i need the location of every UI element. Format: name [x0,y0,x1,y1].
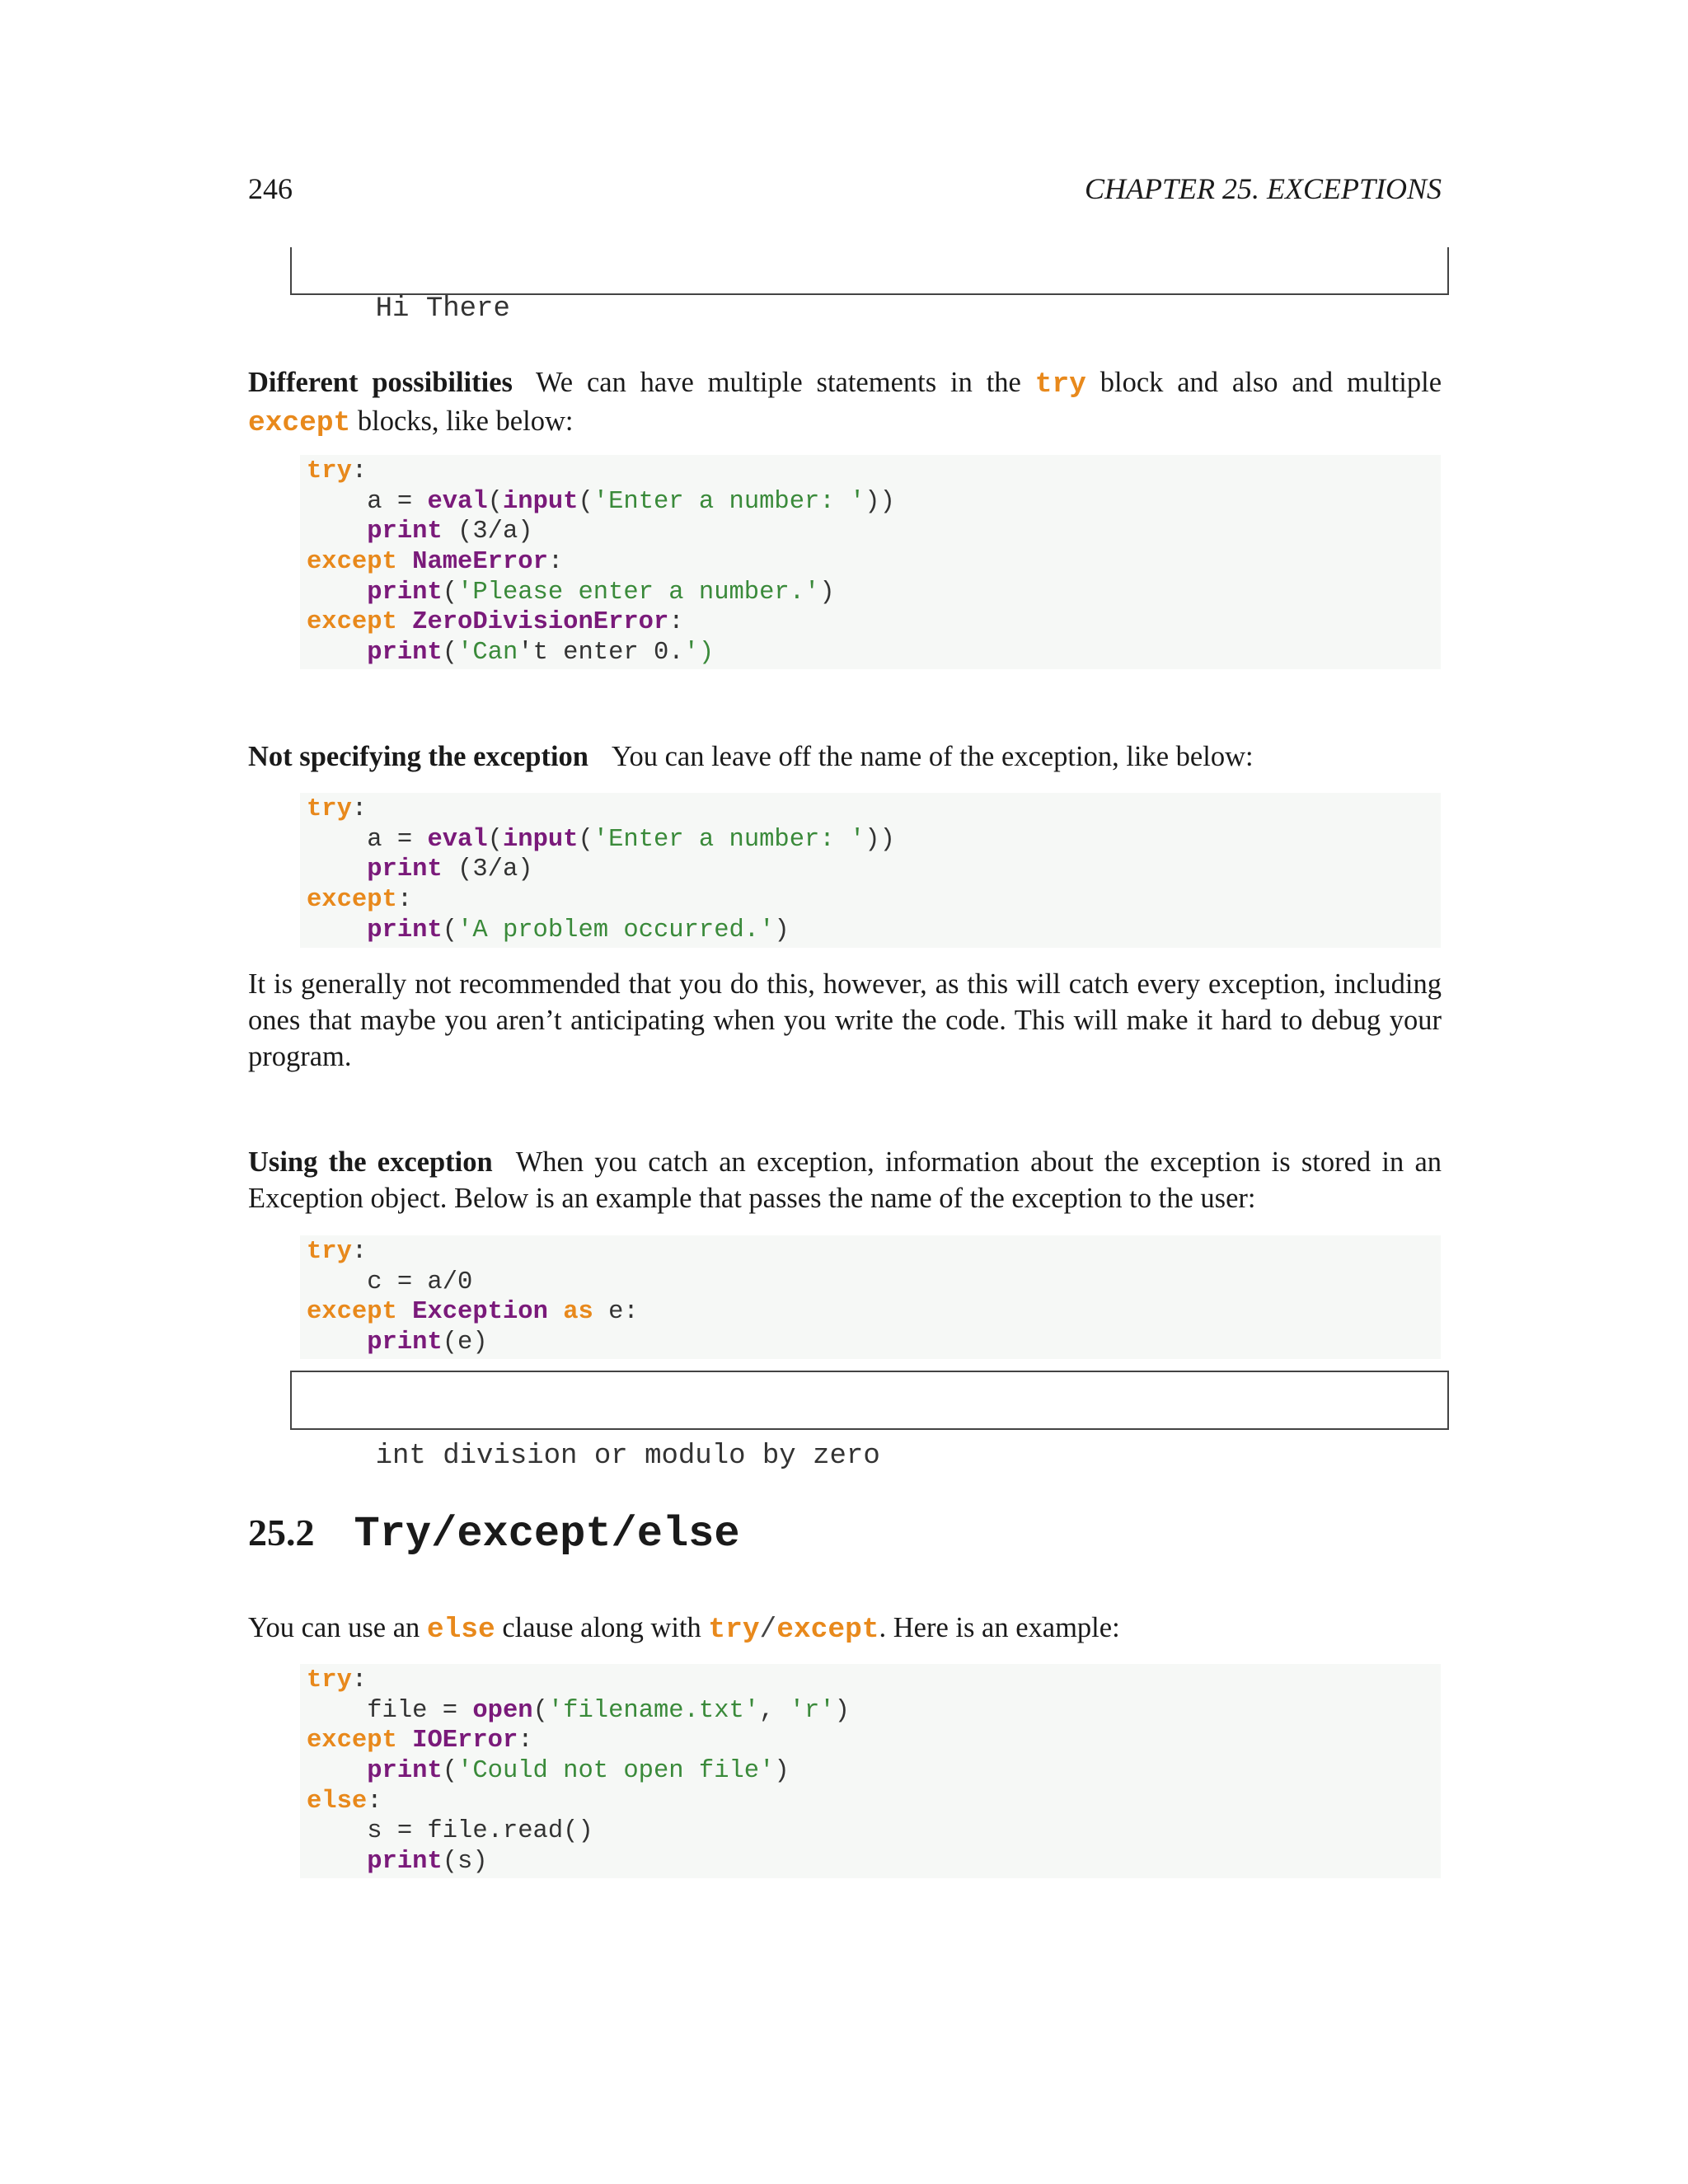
code-text [307,518,367,546]
code-block-using-exception [300,1235,1441,1359]
paragraph-using-exception [248,1144,1442,1216]
code-keyword: try [307,1666,352,1694]
paragraph-else-intro [248,1610,1442,1648]
code-line [307,517,1434,547]
code-line [307,547,1434,578]
code-text: s = file.read() [307,1817,593,1846]
section-title: Try/except/else [354,1510,740,1558]
paragraph-text: . Here is an example: [879,1612,1120,1643]
code-string: 'Please enter a number.' [457,578,820,607]
section-number: 25.2 [248,1511,315,1554]
code-line [307,1787,1434,1817]
code-builtin: open [472,1696,533,1725]
code-text: (3/a) [442,518,533,546]
code-text: : [351,1666,368,1694]
code-text: a = [307,487,428,516]
code-line [307,578,1434,608]
code-text: ( [442,578,458,607]
code-keyword: try [307,457,352,485]
code-block-not-specifying [300,793,1441,948]
code-text [307,579,367,607]
code-text [397,608,412,636]
code-line [307,607,1434,638]
paragraph-text: blocks, like below: [357,405,574,437]
code-line [307,1237,1434,1268]
code-text: c = a/0 [307,1268,473,1296]
code-text: ( [442,639,458,668]
code-string: 'Enter a number: ' [593,825,865,854]
code-text: (e) [442,1329,488,1357]
code-builtin: print [367,639,443,668]
code-line [307,1268,1434,1298]
code-line [307,794,1434,825]
code-builtin: eval [427,825,488,854]
paragraph-text: We can have multiple statements in the [535,367,1021,398]
code-keyword: try [307,795,352,823]
code-keyword: except [307,548,397,577]
code-text: ) [819,578,835,607]
code-block-different-possibilities [300,455,1441,669]
inline-keyword-else: else [426,1614,495,1646]
paragraph-not-specifying [248,738,1442,775]
code-text: : [367,1787,382,1816]
inline-keyword-try: try [1034,368,1086,401]
code-string: 'Can [457,639,518,668]
output-text: Hi There [375,293,510,325]
code-line [307,855,1434,885]
code-text: : [396,886,413,915]
code-string: 'Could not open file' [457,1757,775,1786]
code-text [307,1848,367,1876]
code-text: : [351,1238,368,1266]
paragraph-heading: Different possibilities [248,367,513,398]
code-builtin: print [367,1757,443,1786]
code-builtin: IOError [412,1727,518,1755]
code-text [307,916,367,944]
code-line [307,1328,1434,1358]
code-text: e: [593,1298,639,1327]
page-number: 246 [248,172,293,205]
code-builtin: print [367,578,443,607]
paragraph-different-possibilities [248,364,1442,442]
code-text: (3/a) [442,855,533,884]
output-text: int division or modulo by zero [375,1441,880,1472]
code-line [307,487,1434,518]
inline-keyword-try: try [708,1614,760,1646]
code-text [307,639,367,667]
output-box-division [290,1371,1449,1472]
code-builtin: input [502,825,579,854]
code-keyword: as [563,1298,593,1327]
inline-keyword-except: except [248,407,351,439]
code-builtin: print [367,916,443,944]
paragraph-text: When you catch an exception, information about the exception is stored in an Exception object. Below is an example that passes the name of the exception to the user: [248,1146,1442,1214]
code-line [307,1726,1434,1756]
code-text: )) [865,825,895,854]
code-builtin: print [367,1329,443,1357]
code-builtin: Exception [412,1298,548,1327]
code-block-try-except-else [300,1664,1441,1878]
code-text: ( [442,916,458,944]
code-builtin: NameError [412,548,548,577]
code-text [397,1727,412,1755]
code-builtin: ZeroDivisionError [412,608,669,637]
paragraph-recommendation: It is generally not recommended that you do this, however, as this will catch every exception, including ones that maybe you aren’t anticipating when you write the code. This will make it hard to debug your program. [248,968,1442,1072]
paragraph-text: You can use an [248,1612,420,1643]
code-text: : [668,608,684,637]
code-text: (s) [442,1848,488,1877]
code-keyword: except [307,1298,397,1327]
code-text [307,1757,367,1785]
code-text: ) [774,916,790,944]
code-text: : [351,457,368,485]
code-line [307,638,1434,668]
code-text: ( [532,1696,548,1725]
code-text [397,1298,412,1326]
code-text [548,1298,563,1326]
code-text: ( [442,1757,458,1786]
code-line [307,1297,1434,1328]
code-text: a = [307,825,428,854]
code-text [397,548,412,576]
code-text: ) [774,1757,790,1786]
code-keyword: else [307,1787,368,1816]
chapter-title: CHAPTER 25. EXCEPTIONS [1085,172,1442,205]
code-text: ) [834,1696,850,1725]
code-line [307,1847,1434,1877]
code-text [307,855,367,883]
inline-keyword-except: except [776,1614,879,1646]
code-text: ( [578,487,593,516]
code-text: : [518,1727,533,1755]
inline-slash: / [759,1614,777,1646]
code-builtin: print [367,855,443,884]
paragraph-text: You can leave off the name of the exception, like below: [612,741,1254,772]
code-text [307,1329,367,1357]
code-line [307,825,1434,855]
code-text: ( [487,487,503,516]
code-text: file = [307,1696,473,1725]
code-builtin: print [367,1848,443,1877]
code-builtin: input [502,487,579,516]
section-heading-25-2 [248,1510,740,1559]
code-keyword: except [307,608,397,637]
code-line [307,885,1434,916]
running-header [248,171,1442,208]
paragraph-text: block and also and multiple [1100,367,1442,398]
code-line [307,457,1434,487]
code-text: ( [578,825,593,854]
code-line [307,1696,1434,1727]
code-keyword: except [307,886,397,915]
code-text: ( [487,825,503,854]
paragraph-heading: Using the exception [248,1146,493,1178]
code-line [307,916,1434,946]
code-text: : [351,795,368,823]
output-box-hi-there [290,247,1449,325]
code-string: 'Enter a number: ' [593,487,865,516]
code-line [307,1666,1434,1696]
code-builtin: eval [427,487,488,516]
code-builtin: print [367,518,443,546]
code-text: : [547,548,564,577]
code-string: 'A problem occurred.' [457,916,775,944]
code-text: , [759,1696,790,1725]
code-string: 'filename.txt' [547,1696,760,1725]
code-line [307,1756,1434,1787]
code-keyword: try [307,1238,352,1266]
code-string: 'r' [789,1696,835,1725]
paragraph-text: clause along with [502,1612,701,1643]
code-keyword: except [307,1727,397,1755]
code-line [307,1816,1434,1847]
code-text: 't enter 0. [518,639,684,668]
paragraph-heading: Not specifying the exception [248,741,588,772]
code-text: )) [865,487,895,516]
code-string: ') [683,639,715,668]
